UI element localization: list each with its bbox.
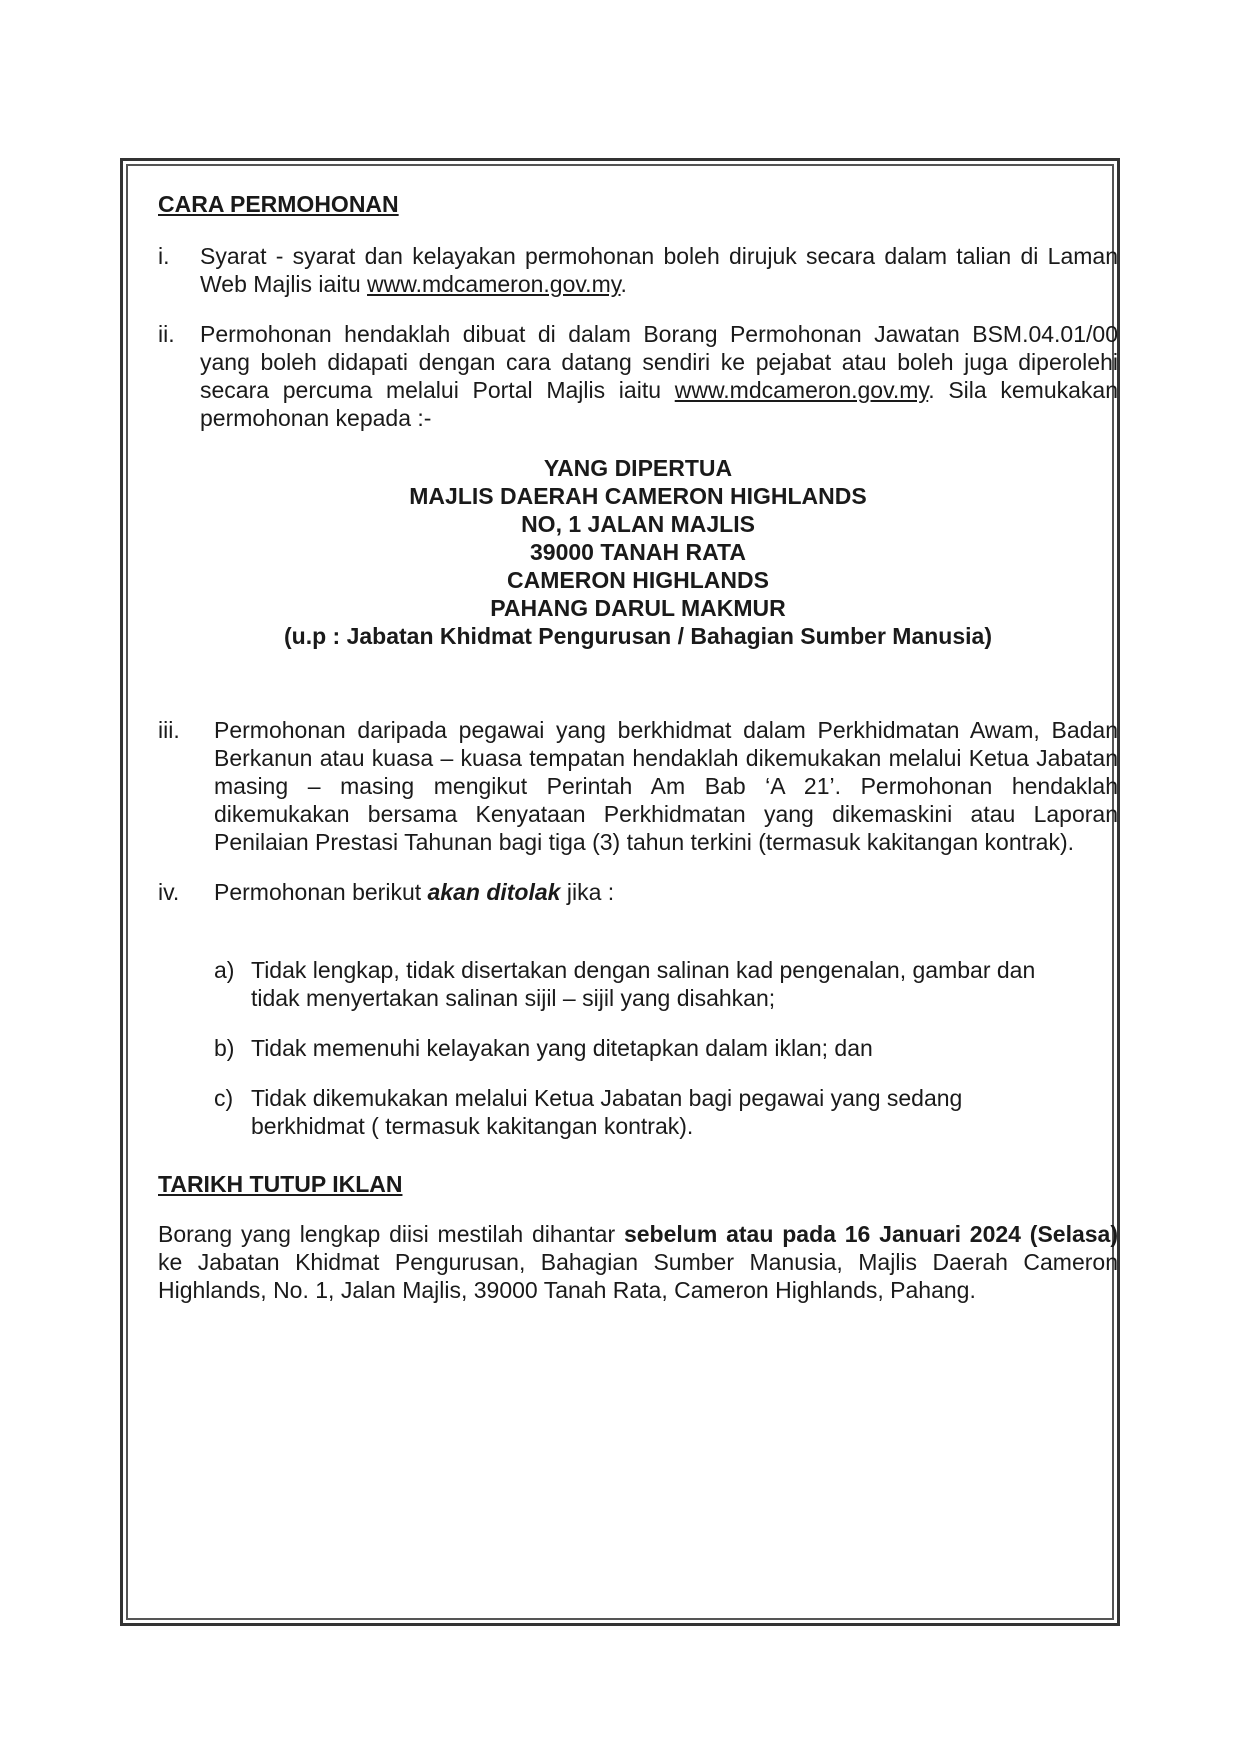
- sub-item-text: Tidak memenuhi kelayakan yang ditetapkan dalam iklan; dan: [251, 1035, 873, 1061]
- address-line: YANG DIPERTUA: [543, 455, 733, 481]
- item-text: Permohonan berikut akan ditolak jika :: [214, 879, 615, 905]
- sub-item-b: [214, 1034, 1074, 1062]
- document-body: [158, 190, 1118, 1304]
- address-line: CAMERON HIGHLANDS: [507, 567, 769, 593]
- deadline-text: sebelum atau pada 16 Januari 2024 (Selasa): [623, 1221, 1118, 1247]
- address-line: NO, 1 JALAN MAJLIS: [521, 511, 755, 537]
- address-line: 39000 TANAH RATA: [530, 539, 746, 565]
- item-text: Permohonan daripada pegawai yang berkhidmat dalam Perkhidmatan Awam, Badan Berkanun atau kuasa – kuasa tempatan hendaklah dikemukakan melalui Ketua Jabatan masing – masing mengikut Perintah Am Bab ‘A 21’. Permohonan hendaklah dikemukakan bersama Kenyataan Perkhidmatan yang dikemaskini atau Laporan Penilaian Prestasi Tahunan bagi tiga (3) tahun terkini (termasuk kakitangan kontrak).: [214, 717, 1118, 855]
- list-item-iii: [158, 716, 1118, 856]
- section-heading-tarikh-tutup-iklan: TARIKH TUTUP IKLAN: [158, 1171, 403, 1197]
- emphasis-text: akan ditolak: [427, 879, 561, 905]
- closing-paragraph: Borang yang lengkap diisi mestilah dihantar sebelum atau pada 16 Januari 2024 (Selasa) ke Jabatan Khidmat Pengurusan, Bahagian Sumber Manusia, Majlis Daerah Cameron Highlands, No. 1, Jalan Majlis, 39000 Tanah Rata, Cameron Highlands, Pahang.: [158, 1221, 1118, 1303]
- address-attention-line: (u.p : Jabatan Khidmat Pengurusan / Bahagian Sumber Manusia): [284, 623, 992, 649]
- address-line: MAJLIS DAERAH CAMERON HIGHLANDS: [409, 483, 867, 509]
- sub-item-c: [214, 1084, 1074, 1140]
- sub-item-text: Tidak dikemukakan melalui Ketua Jabatan bagi pegawai yang sedang berkhidmat ( termasuk kakitangan kontrak).: [251, 1085, 963, 1139]
- address-line: PAHANG DARUL MAKMUR: [490, 595, 786, 621]
- sub-item-a: [214, 956, 1074, 1012]
- list-item-ii: [158, 320, 1118, 432]
- sub-item-text: Tidak lengkap, tidak disertakan dengan salinan kad pengenalan, gambar dan tidak menyertakan salinan sijil – sijil yang disahkan;: [251, 957, 1036, 1011]
- item-number: iv.: [158, 879, 180, 905]
- item-number: i.: [158, 243, 170, 269]
- website-link[interactable]: www.mdcameron.gov.my: [674, 377, 929, 403]
- item-text: Syarat - syarat dan kelayakan permohonan boleh dirujuk secara dalam talian di Laman Web Majlis iaitu www.mdcameron.gov.my.: [200, 243, 1118, 297]
- sub-item-label: c): [214, 1085, 234, 1111]
- item-text: Permohonan hendaklah dibuat di dalam Borang Permohonan Jawatan BSM.04.01/00 yang boleh didapati dengan cara datang sendiri ke pejabat atau boleh juga diperolehi secara percuma melalui Portal Majlis iaitu www.mdcameron.gov.my. Sila kemukakan permohonan kepada :-: [200, 321, 1119, 431]
- list-item-iv: [158, 878, 1118, 906]
- item-number: iii.: [158, 717, 180, 743]
- website-link[interactable]: www.mdcameron.gov.my: [367, 271, 621, 297]
- item-number: ii.: [158, 321, 175, 347]
- sub-item-label: a): [214, 957, 235, 983]
- sub-item-label: b): [214, 1035, 235, 1061]
- section-heading-cara-permohonan: CARA PERMOHONAN: [158, 191, 399, 217]
- list-item-i: [158, 242, 1118, 298]
- mailing-address: [158, 454, 1118, 650]
